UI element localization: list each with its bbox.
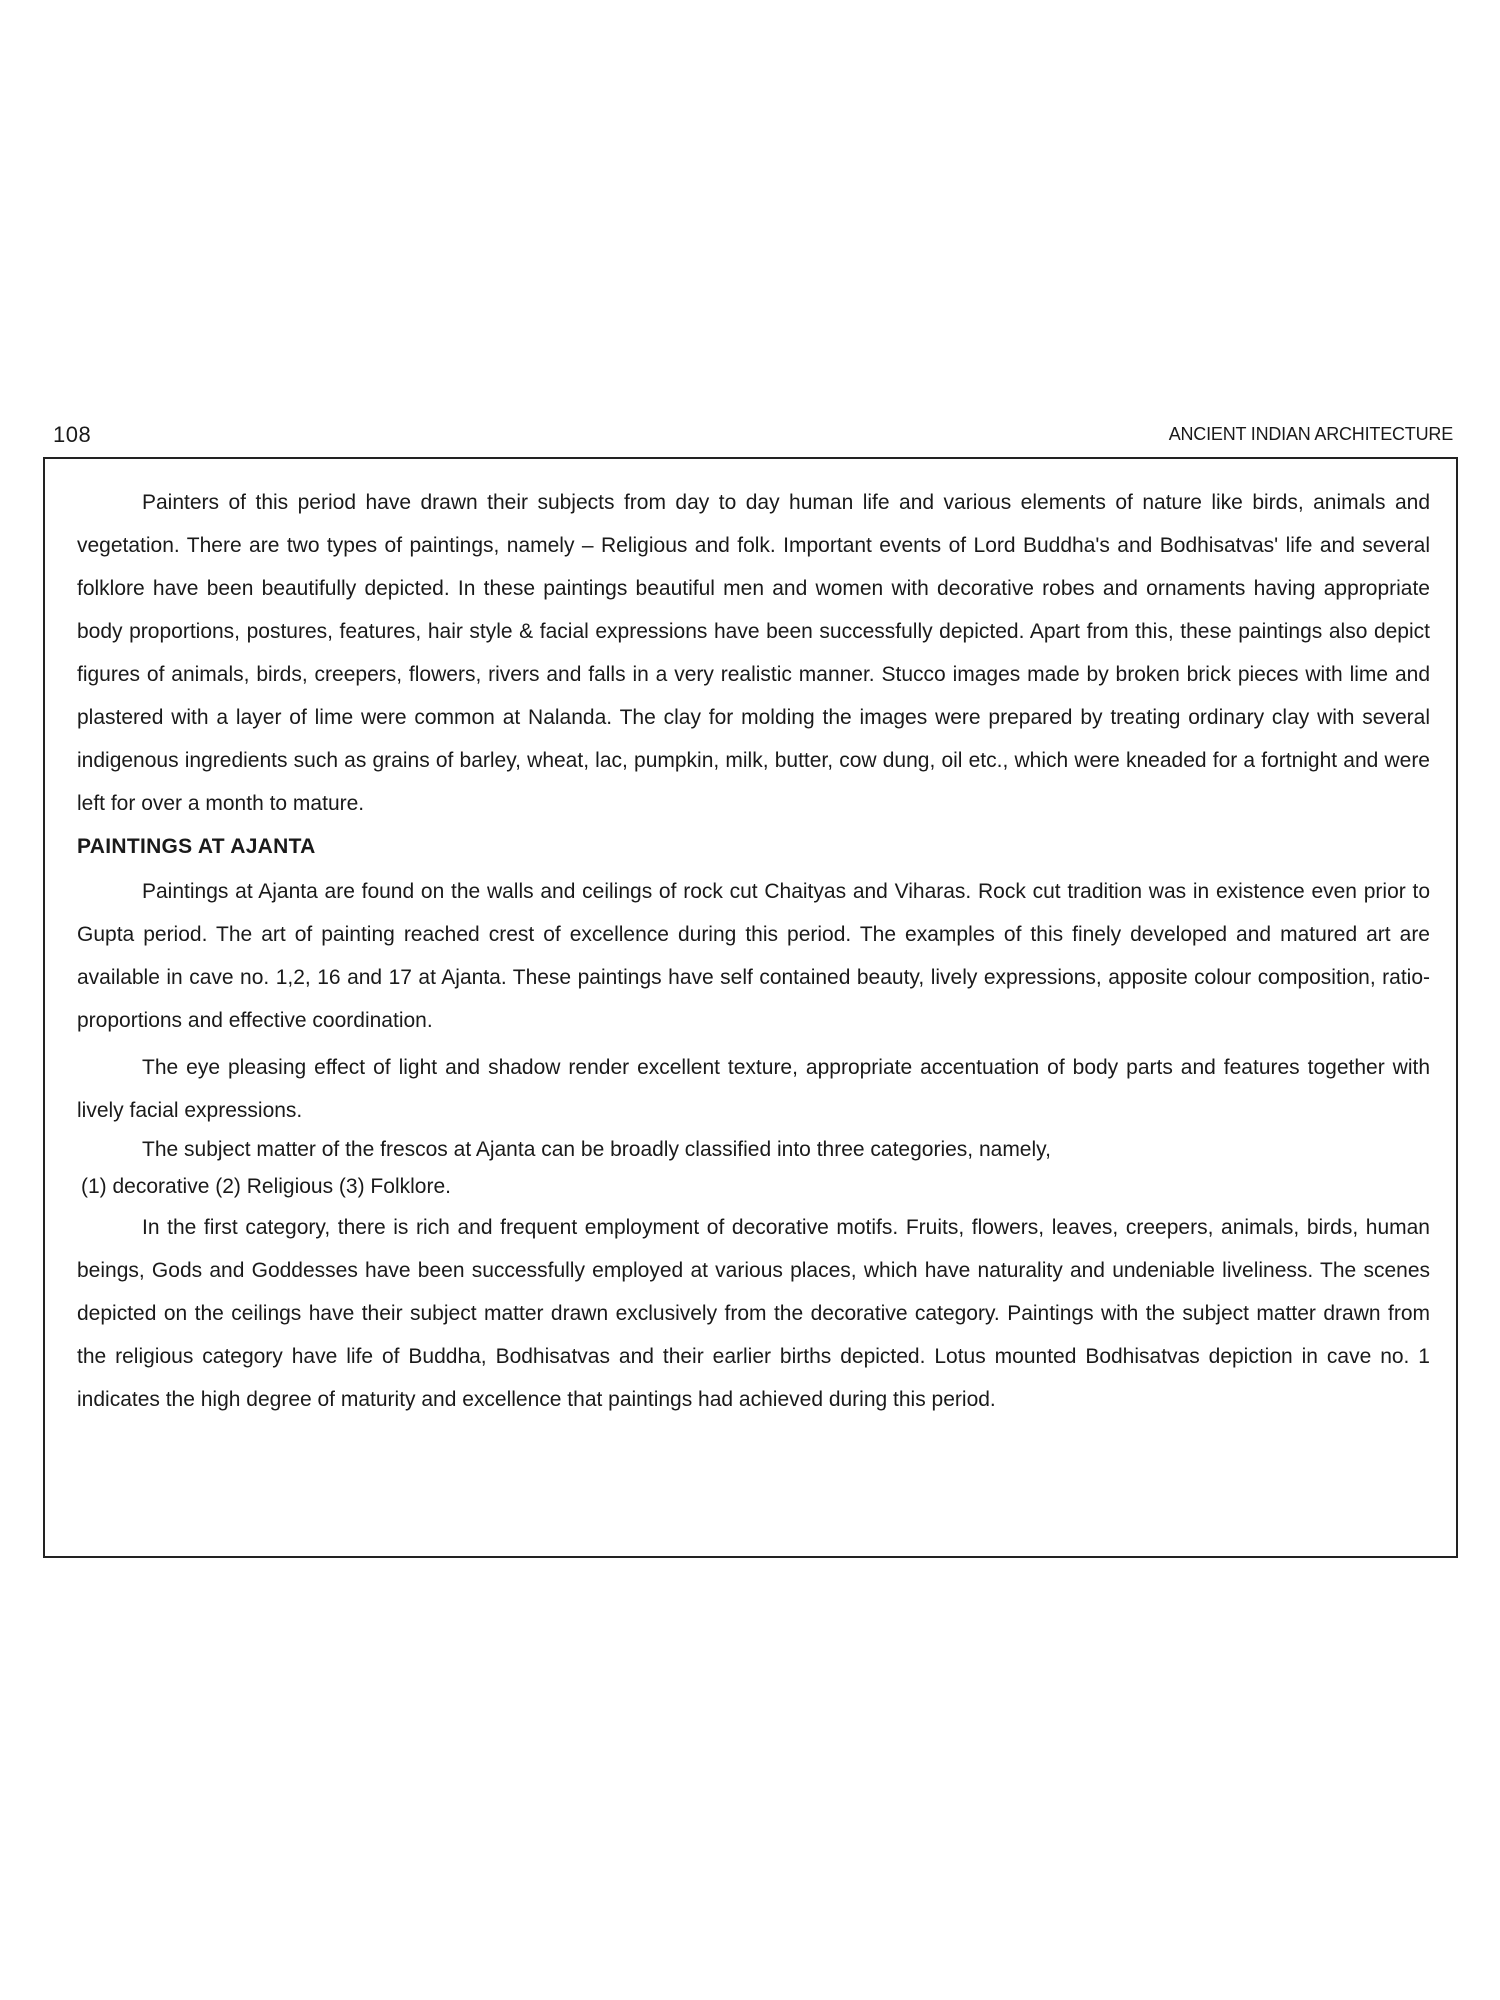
section-heading: PAINTINGS AT AJANTA: [77, 835, 316, 858]
page-header: [53, 418, 1453, 454]
paragraph-ajanta-intro: Paintings at Ajanta are found on the walls and ceilings of rock cut Chaityas and Viharas. Rock cut tradition was in existence even prior to Gupta period. The art of painting reached crest of excellence during this period. The examples of this finely developed and matured art are available in cave no. 1,2, 16 and 17 at Ajanta. These paintings have self contained beauty, lively expressions, apposite colour composition, ratio-proportions and effective coordination.: [77, 880, 1430, 1032]
running-title: ANCIENT INDIAN ARCHITECTURE: [1168, 424, 1453, 444]
category-list: (1) decorative (2) Religious (3) Folklore.: [81, 1175, 451, 1198]
paragraph-first-category: In the first category, there is rich and frequent employment of decorative motifs. Fruits, flowers, leaves, creepers, animals, birds, human beings, Gods and Goddesses have been successfully employed at various places, which have naturality and undeniable liveliness. The scenes depicted on the ceilings have their subject matter drawn exclusively from the decorative category. Paintings with the subject matter drawn from the religious category have life of Buddha, Bodhisatvas and their earlier births depicted. Lotus mounted Bodhisatvas depiction in cave no. 1 indicates the high degree of maturity and excellence that paintings had achieved during this period.: [77, 1216, 1430, 1411]
content-body: [77, 481, 1430, 1421]
paragraph-subject-matter: The subject matter of the frescos at Ajanta can be broadly classified into three categories, namely,: [142, 1138, 1051, 1161]
page-number: 108: [53, 422, 92, 447]
content-box: [43, 457, 1458, 1558]
paragraph-painters: Painters of this period have drawn their subjects from day to day human life and various elements of nature like birds, animals and vegetation. There are two types of paintings, namely – Religious and folk. Important events of Lord Buddha's and Bodhisatvas' life and several folklore have been beautifully depicted. In these paintings beautiful men and women with decorative robes and ornaments having appropriate body proportions, postures, features, hair style & facial expressions have been successfully depicted. Apart from this, these paintings also depict figures of animals, birds, creepers, flowers, rivers and falls in a very realistic manner. Stucco images made by broken brick pieces with lime and plastered with a layer of lime were common at Nalanda. The clay for molding the images were prepared by treating ordinary clay with several indigenous ingredients such as grains of barley, wheat, lac, pumpkin, milk, butter, cow dung, oil etc., which were kneaded for a fortnight and were left for over a month to mature.: [77, 491, 1430, 815]
paragraph-light-shadow: The eye pleasing effect of light and shadow render excellent texture, appropriate accentuation of body parts and features together with lively facial expressions.: [77, 1056, 1430, 1122]
